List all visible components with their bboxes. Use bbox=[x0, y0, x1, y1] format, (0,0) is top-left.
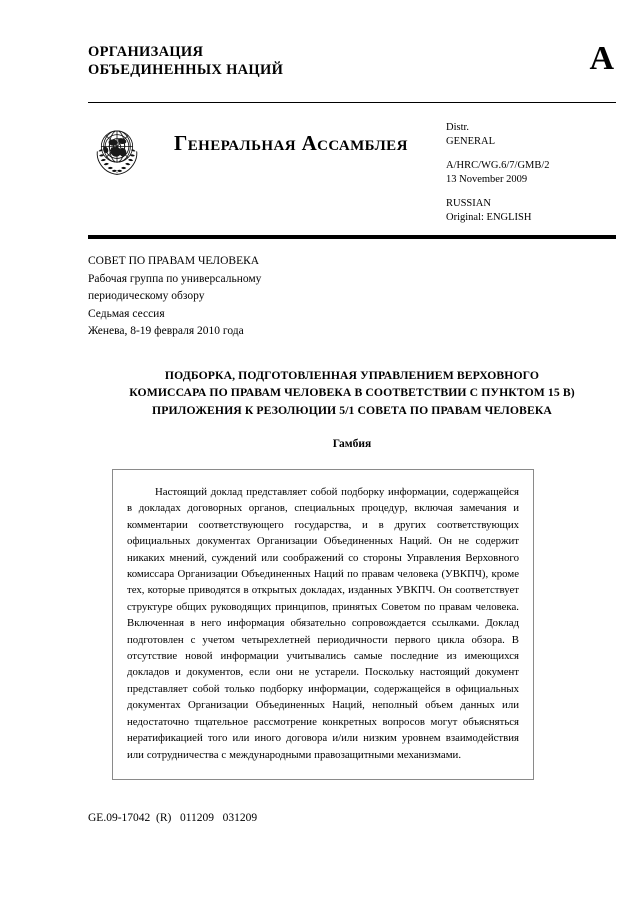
document-symbol: A/HRC/WG.6/7/GMB/2 bbox=[446, 160, 550, 171]
organization-line-2: ОБЪЕДИНЕННЫХ НАЦИЙ bbox=[88, 61, 284, 78]
distribution-block bbox=[446, 121, 550, 224]
abstract-box bbox=[112, 469, 534, 780]
header-separator-rule bbox=[88, 235, 616, 239]
distribution-label: Distr. bbox=[446, 122, 470, 133]
organization-line-1: ОРГАНИЗАЦИЯ bbox=[88, 44, 204, 60]
council-line-1: СОВЕТ ПО ПРАВАМ ЧЕЛОВЕКА bbox=[88, 255, 260, 267]
organization-name bbox=[88, 40, 616, 79]
council-line-2: Рабочая группа по универсальному bbox=[88, 272, 262, 285]
document-date: 13 November 2009 bbox=[446, 173, 528, 185]
council-line-4: Седьмая сессия bbox=[88, 307, 165, 320]
distribution-group bbox=[446, 121, 550, 148]
symbol-group bbox=[446, 159, 550, 186]
footer-job-number: GE.09-17042 (R) 011209 031209 bbox=[88, 812, 258, 824]
title-line-1: ПОДБОРКА, ПОДГОТОВЛЕННАЯ УПРАВЛЕНИЕМ ВЕРХОВНОГО bbox=[164, 368, 540, 382]
council-block bbox=[88, 253, 616, 341]
council-line-3: периодическому обзору bbox=[88, 290, 205, 302]
title-line-2: КОМИССАРА ПО ПРАВАМ ЧЕЛОВЕКА В СООТВЕТСТВИИ С ПУНКТОМ 15 В) bbox=[129, 386, 575, 399]
language-group bbox=[446, 197, 550, 224]
masthead bbox=[88, 0, 616, 102]
page-title bbox=[88, 367, 616, 420]
country-subtitle: Гамбия bbox=[332, 438, 372, 450]
distribution-value: GENERAL bbox=[446, 135, 495, 147]
document-original-language: Original: ENGLISH bbox=[446, 211, 532, 223]
council-line-5: Женева, 8-19 февраля 2010 года bbox=[88, 325, 244, 337]
document-series-letter: A bbox=[589, 40, 614, 77]
assembly-band bbox=[88, 103, 616, 235]
assembly-title: Генеральная Ассамблея bbox=[174, 131, 408, 155]
document-language: RUSSIAN bbox=[446, 198, 491, 209]
un-emblem-icon bbox=[88, 121, 146, 179]
abstract-text: Настоящий доклад представляет собой подборку информации, содержащейся в докладах договорных органов, специальных процедур, включая замечания и комментарии соответствующего государства, и в других соответствующих официальных документах Организации Объединенных Наций. Он не содержит никаких мнений, суждений или соображений со стороны Управления Верховного комиссара Организации Объединенных Наций по правам человека (УВКПЧ), кроме тех, которые приводятся в открытых докладах, изданных УВКПЧ. Он соответствует структуре общих руководящих принципов, принятых Советом по правам человека. Включенная в него информация обязательно сопровождается ссылками. Доклад подготовлен с учетом четырехлетней периодичности первого цикла обзора. В отсутствие новой информации учитывались самые последние из имеющихся докладов и документов, если они не устарели. Поскольку настоящий документ представляет собой только подборку информации, содержащейся в официальных документах Организации Объединенных Наций, неполный объем данных или недостаточно тщательное рассмотрение конкретных вопросов могут объясняться нератификацией того или иного договора и/или низким уровнем взаимодействия или сотрудничества с международными правозащитными механизмами. bbox=[127, 486, 519, 761]
title-line-3: ПРИЛОЖЕНИЯ К РЕЗОЛЮЦИИ 5/1 СОВЕТА ПО ПРАВАМ ЧЕЛОВЕКА bbox=[152, 403, 552, 417]
page-content bbox=[88, 0, 616, 780]
